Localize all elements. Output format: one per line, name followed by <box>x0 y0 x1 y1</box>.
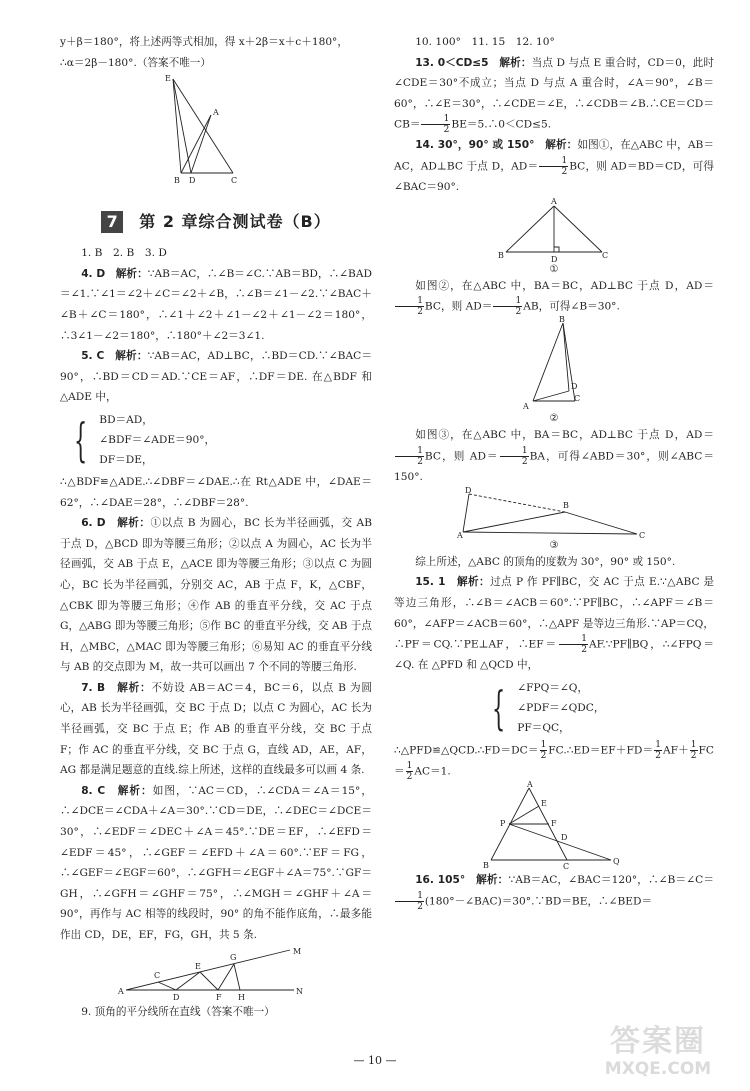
answer-15-body-1: 过点 P 作 PF∥BC，交 AC 于点 E.∵△ABC 是等边三角形，∴∠B＝∠ACB＝60°.∵PF∥BC，∴∠APF＝∠B＝60°，∠AFP＝∠ACB＝60°，∴△APF 是等边三角形.∵AP＝CQ，∴PF＝CQ.∵PE⊥AF，∴EF＝ <box>394 576 715 651</box>
label-B: B <box>559 315 565 325</box>
fraction-denominator: 2 <box>561 167 568 178</box>
fraction-denominator: 2 <box>540 750 547 761</box>
fraction-numerator: 1 <box>493 296 522 307</box>
answer-14-body-3c: BA，可得∠ABD＝30°，则∠ABC＝150°. <box>394 450 714 484</box>
label-A: A <box>213 108 219 118</box>
label-A: A <box>523 402 529 412</box>
left-column <box>60 32 372 1022</box>
label-G: G <box>230 952 237 962</box>
label-D: D <box>571 382 578 392</box>
answer-15-key: 15. 1 解析： <box>415 576 491 589</box>
label-H: H <box>238 992 245 1002</box>
watermark-text: 答案圈 <box>610 1024 706 1059</box>
fraction-denominator: 2 <box>690 750 697 761</box>
answer-16-key: 16. 105° 解析： <box>415 873 509 886</box>
figure-3 <box>457 485 649 552</box>
answer-4 <box>60 264 372 346</box>
fraction-numerator: 1 <box>406 760 413 771</box>
figure-1-svg <box>496 198 612 264</box>
answer-14-key: 14. 30°，90° 或 150° 解析： <box>415 139 578 152</box>
answer-6-key: 6. D 解析： <box>81 517 151 530</box>
label-E: E <box>195 961 201 971</box>
answer-14-part-3 <box>394 425 714 487</box>
label-D: D <box>465 485 472 495</box>
brace-line: ∠BDF＝∠ADE＝90°， <box>99 433 216 446</box>
fraction <box>421 114 450 135</box>
brace-line: ∠FPQ＝∠Q， <box>517 681 589 694</box>
watermark-url: MXQE.COM <box>604 1059 712 1079</box>
fraction-half <box>395 446 424 467</box>
figure-1 <box>496 198 612 276</box>
label-N: N <box>296 986 303 996</box>
answer-16-body-1: ∵AB＝AC，∠BAC＝120°，∴∠B＝∠C＝ <box>508 873 714 886</box>
label-C: C <box>574 394 581 404</box>
fraction-numerator: 1 <box>540 739 547 750</box>
label-F: F <box>216 992 222 1002</box>
fraction-numerator: 1 <box>500 446 529 457</box>
figure-3-svg <box>457 485 649 540</box>
label-E: E <box>165 74 171 84</box>
answer-8 <box>60 781 372 946</box>
fraction-denominator: 2 <box>581 645 587 656</box>
zigzag-svg <box>118 946 314 1002</box>
answer-8-key: 8. C 解析： <box>81 784 153 797</box>
fraction-denominator: 2 <box>417 457 423 468</box>
section-number: 7 <box>101 211 123 233</box>
section-title: 第 2 章综合测试卷（B） <box>139 211 331 231</box>
answer-16-body-1b: (180°－∠BAC)＝30°.∵BD＝BE，∴∠BED＝ <box>424 895 653 908</box>
fraction-half <box>654 740 662 761</box>
label-D: D <box>173 992 180 1002</box>
fraction-half <box>690 740 698 761</box>
fraction-half <box>395 296 424 317</box>
figure-zigzag <box>118 946 314 1002</box>
fraction-half <box>395 891 424 912</box>
answer-14-body-1b: BC，则 AD＝BD＝CD，可得∠BAC＝90°. <box>394 160 714 194</box>
fraction-numerator: 1 <box>421 114 450 125</box>
answer-14-body-3b: BC，则 AD＝ <box>424 450 499 463</box>
label-P: P <box>500 818 506 828</box>
label-E: E <box>541 798 547 808</box>
brace-line: ∠PDF＝∠QDC， <box>517 701 605 714</box>
fraction-half <box>559 634 588 655</box>
answer-7-key: 7. B 解析： <box>81 681 152 694</box>
label-D: D <box>189 176 196 186</box>
answer-14-body-3: 如图③，在△ABC 中，BA＝BC，AD⊥BC 于点 D，AD＝ <box>415 429 714 442</box>
figure-triangle-ebc <box>161 73 271 185</box>
fraction-numerator: 1 <box>395 296 424 307</box>
label-C: C <box>231 176 238 186</box>
answer-5-body-1: ∵AB＝AC，AD⊥BC，∴BD＝CD.∵∠BAC＝90°，∴BD＝CD＝AD.∵CE＝AF，∴DF＝DE. 在△BDF 和 △ADE 中， <box>60 350 372 404</box>
label-F: F <box>551 818 557 828</box>
answer-7-body: 不妨设 AB＝AC＝4，BC＝6，以点 B 为圆心，AB 长为半径画弧，交 BC 于点 D；以点 C 为圆心，AC 长为半径画弧，交 BC 于点 E；作 AB 的垂直平分线，交 BC 于点 F；作 AC 的垂直平分线，交 BC 于点 G，直线 AD，AE，AF，AG 都是满足题意的直线.综上所述，这样的直线最多可以画 4 条. <box>60 681 372 777</box>
right-column <box>394 32 714 912</box>
brace-symbol: { <box>74 412 88 467</box>
fraction-half <box>539 156 568 177</box>
answer-13 <box>394 53 714 136</box>
page-number: — 10 — <box>353 1054 397 1067</box>
figure-4 <box>479 779 629 871</box>
figure-2-svg <box>519 317 589 413</box>
brace-symbol: { <box>492 680 506 735</box>
brace-line: DF＝DE， <box>99 453 153 466</box>
answer-7 <box>60 678 372 781</box>
intro-line-1: y＋β＝180°，将上述两等式相加，得 x＋2β＝x＋c＋180°， <box>60 36 348 48</box>
answer-15-part-1 <box>394 572 714 675</box>
label-D: D <box>551 254 558 264</box>
label-B: B <box>498 250 504 260</box>
intro-line-2: ∴α＝2β－180°.（答案不唯一） <box>60 56 211 69</box>
answer-15-body-2e: AC＝1. <box>414 765 451 778</box>
answer-14-part-2 <box>394 276 714 318</box>
figure-4-svg <box>479 779 629 871</box>
fraction-numerator: 1 <box>559 634 588 645</box>
answer-14-part-1 <box>394 135 714 197</box>
label-A: A <box>527 779 533 789</box>
fraction-denominator: 2 <box>521 457 528 468</box>
answer-13-tail: BE＝5.∴0＜CD≤5. <box>451 118 552 131</box>
answer-13-key: 13. 0＜CD≤5 解析： <box>415 56 532 69</box>
label-C: C <box>154 970 161 980</box>
fraction-denominator: 2 <box>443 125 450 136</box>
answer-15-body-2c: AF＋ <box>662 744 689 757</box>
label-B: B <box>483 860 489 870</box>
fraction-denominator: 2 <box>515 307 522 318</box>
label-Q: Q <box>613 856 620 866</box>
answer-8-body: 如图，∵AC＝CD，∴∠CDA＝∠A＝15°，∴∠DCE＝∠CDA＋∠A＝30°.∵CD＝DE，∴∠DEC＝∠DCE＝30°，∴∠EDF＝∠DEC＋∠A＝45°.∵DE＝EF，∴∠EFD＝∠EDF＝45°，∴∠GEF＝∠EFD＋∠A＝60°.∵EF＝FG，∴∠GEF＝∠EGF＝60°，∴∠GFH＝∠EGF＋∠A＝75°.∵GF＝GH，∴∠GFH＝∠GHF＝75°，∴∠MGH＝∠GHF＋∠A＝90°，再作与 AC 相等的线段时，90° 的角不能作底角，∴最多能作出 CD，DE，EF，FG，GH，共 5 条. <box>60 784 372 941</box>
answer-10-12: 10. 100° 11. 15 12. 10° <box>415 36 555 48</box>
label-B: B <box>174 176 180 186</box>
fraction-denominator: 2 <box>417 901 423 912</box>
figure-2-caption: ② <box>549 413 559 425</box>
answer-15-part-2 <box>394 740 714 782</box>
fraction-numerator: 1 <box>395 891 424 902</box>
fraction-numerator: 1 <box>655 739 661 750</box>
figure-1-caption: ① <box>549 263 559 275</box>
answer-15-body-2d: FC＝ <box>394 744 714 778</box>
figure-3-caption: ③ <box>549 539 559 551</box>
label-C: C <box>602 250 609 260</box>
label-D: D <box>561 832 568 842</box>
section-header <box>60 211 372 233</box>
answer-5-brace <box>60 410 372 470</box>
answer-4-key: 4. D 解析： <box>81 267 148 280</box>
answer-1-3: 1. B 2. B 3. D <box>81 247 167 260</box>
answer-9: 9. 顶角的平分线所在直线（答案不唯一） <box>81 1005 275 1018</box>
answer-15-body-1b: AF.∵PF∥BQ，∴∠FPQ＝∠Q. 在 △PFD 和 △QCD 中， <box>394 638 714 672</box>
label-A: A <box>457 530 463 540</box>
answer-15-brace <box>478 678 714 738</box>
answer-14-body-2b: BC，则 AD＝ <box>424 300 493 313</box>
label-A: A <box>551 196 557 206</box>
answer-6 <box>60 513 372 678</box>
fraction-half <box>493 296 522 317</box>
answer-15-body-2: ∴△PFD≌△QCD.∴FD＝DC＝ <box>394 744 539 757</box>
label-A: A <box>118 986 124 996</box>
fraction-numerator: 1 <box>539 156 568 167</box>
label-B: B <box>563 500 569 510</box>
brace-line: PF＝QC， <box>517 721 570 734</box>
fraction-denominator: 2 <box>406 771 413 782</box>
label-C: C <box>639 530 646 540</box>
fraction-denominator: 2 <box>655 750 661 761</box>
brace-line: BD＝AD， <box>99 413 153 426</box>
answer-14-body-2c: AB，可得∠B＝30°. <box>523 300 620 313</box>
answer-6-body: ①以点 B 为圆心，BC 长为半径画弧，交 AB 于点 D，△BCD 即为等腰三角形；②以点 A 为圆心，AC 长为半径画弧，交 AB 于点 E，△ACE 即为等腰三角形；③以点 C 为圆心，BC 长为半径画弧，分别交 AC，AB 于点 F，K，△CBF，△CBK 即为等腰三角形；④作 AB 的垂直平分线，交 AC 于点 G，△ABG 即为等腰三角形；⑤作 BC 的垂直平分线，交 AB 于点 H，△MBC，△MAC 即为等腰三角形；⑥易知 AC 的垂直平分线与 AB 的交点即为 M，故一共可以画出 7 个不同的等腰三角形. <box>60 517 372 674</box>
fraction-numerator: 1 <box>690 739 697 750</box>
triangle-ebc-svg <box>161 73 271 185</box>
answer-14-body-1: 如图①，在△ABC 中，AB＝AC，AD⊥BC 于点 D，AD＝ <box>394 139 714 173</box>
fraction-half <box>500 446 529 467</box>
fraction-numerator: 1 <box>395 446 424 457</box>
answer-16 <box>394 870 714 912</box>
answer-13-body: 当点 D 与点 E 重合时，CD＝0，此时∠CDE＝30°不成立；当点 D 与点 A 重合时，∠A＝90°，∠B＝60°，∴∠E＝30°，∴∠CDE＝∠E，∴∠CDB＝∠B.∴CE＝CD＝CB＝ <box>394 56 714 131</box>
watermark-logo <box>580 1025 736 1085</box>
fraction-half <box>406 761 414 782</box>
answer-4-body: ∵AB＝AC，∴∠B＝∠C.∵AB＝BD，∴∠BAD＝∠1.∵∠1＝∠2＋∠C＝∠2＋∠B，∴∠B＝∠1－∠2.∵∠BAC＋∠B＋∠C＝180°，∴∠1＋∠2＋∠1－∠2＋∠1－∠2＝180°，∴3∠1－∠2＝180°，∴180°＋∠2＝3∠1. <box>60 267 372 342</box>
fraction-denominator: 2 <box>417 307 423 318</box>
figure-2 <box>519 317 589 425</box>
fraction-half <box>540 740 548 761</box>
answer-15-body-2b: FC.∴ED＝EF＋FD＝ <box>548 744 654 757</box>
label-M: M <box>293 946 302 956</box>
answer-5-part-2: ∴△BDF≌△ADE.∴∠DBF＝∠DAE.∴在 Rt△ADE 中，∠DAE＝62°，∴∠DAE＝28°，∴∠DBF＝28°. <box>60 475 372 509</box>
answer-5-part-1 <box>60 346 372 408</box>
answer-14-summary: 综上所述，△ABC 的顶角的度数为 30°，90° 或 150°. <box>415 555 676 568</box>
answer-5-key: 5. C 解析： <box>81 350 148 363</box>
answer-14-body-2: 如图②，在△ABC 中，BA＝BC，AD⊥BC 于点 D，AD＝ <box>415 279 714 292</box>
label-C: C <box>563 861 570 871</box>
